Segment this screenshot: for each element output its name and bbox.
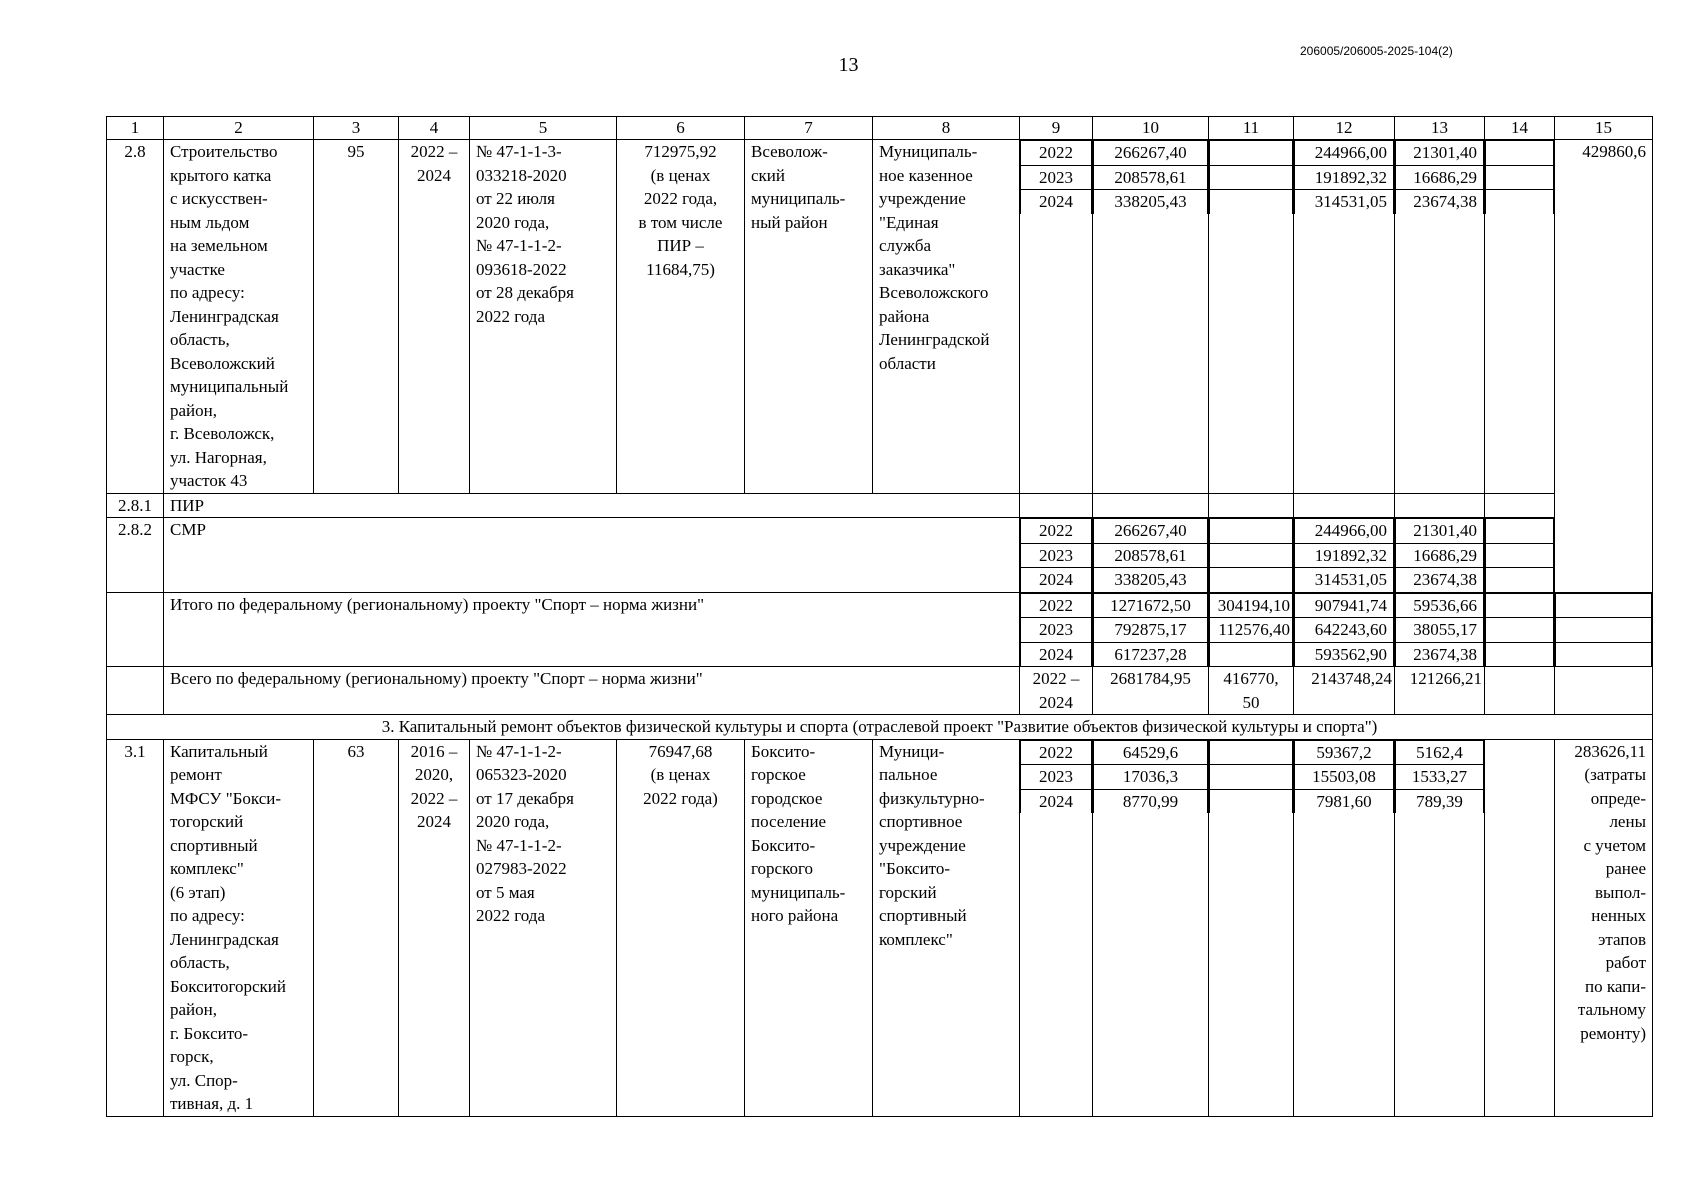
cell-municipality: Боксито- горское городское поселение Боксито- горского муниципаль- ного района (745, 739, 873, 1116)
cell-col15: 283626,11 (затраты опреде- лены с учетом ранее выпол- ненных этапов работ по капи- тальному ремонту) (1555, 739, 1653, 1116)
header-cell: 14 (1485, 117, 1555, 140)
cell-years: 2022 2023 2024 (1020, 518, 1093, 593)
cell-total: 2681784,95 (1093, 667, 1209, 715)
header-cell: 11 (1209, 117, 1294, 140)
cell-col3: 63 (314, 739, 399, 1116)
document-code: 206005/206005-2025-104(2) (1300, 44, 1453, 58)
row-number: 2.8.2 (107, 518, 164, 593)
header-cell: 4 (399, 117, 470, 140)
table-row-subtotal (107, 592, 1653, 667)
object-name: Строительство крытого катка с искусствен- ным льдом на земельном участке по адресу: Ленинградская область, Всеволожский муниципальный район, г. Всеволожск, ул. Нагорная, участок 43 (164, 140, 314, 494)
cell-local: 21301,40 16686,29 23674,38 (1395, 518, 1485, 593)
cell-federal (1209, 140, 1294, 494)
header-cell: 6 (617, 117, 745, 140)
cell-regional: 907941,74 642243,60 593562,90 (1294, 592, 1395, 667)
cell-years: 2022 2023 2024 (1020, 592, 1093, 667)
header-cell: 7 (745, 117, 873, 140)
cell-col14 (1485, 592, 1555, 667)
investment-table (106, 116, 1653, 1117)
header-cell: 10 (1093, 117, 1209, 140)
cell-federal (1209, 739, 1294, 1116)
cell-period: 2016 – 2020, 2022 – 2024 (399, 739, 470, 1116)
page-number: 13 (838, 54, 859, 76)
header-row (107, 117, 1653, 140)
table-row (107, 739, 1653, 1116)
cell-local: 59536,66 38055,17 23674,38 (1395, 592, 1485, 667)
cell-total: 64529,6 17036,3 8770,99 (1093, 739, 1209, 1116)
header-cell: 13 (1395, 117, 1485, 140)
cell-local: 121266,21 (1395, 667, 1485, 715)
cell-cost: 712975,92 (в ценах 2022 года, в том числе ПИР – 11684,75) (617, 140, 745, 494)
subtotal-label: Итого по федеральному (региональному) проекту "Спорт – норма жизни" (164, 592, 1020, 667)
row-label: СМР (164, 518, 1020, 593)
table-row (107, 493, 1653, 518)
row-label: ПИР (164, 493, 1020, 518)
cell-local: 5162,4 1533,27 789,39 (1395, 739, 1485, 1116)
cell-col15: 429860,6 (1555, 140, 1653, 593)
header-cell: 15 (1555, 117, 1653, 140)
cell-local: 21301,40 16686,29 23674,38 (1395, 140, 1485, 494)
cell-col3: 95 (314, 140, 399, 494)
table-row (107, 518, 1653, 593)
cell-cost: 76947,68 (в ценах 2022 года) (617, 739, 745, 1116)
header-cell: 3 (314, 117, 399, 140)
section-heading-row (107, 715, 1653, 740)
cell-col14 (1485, 739, 1555, 1116)
header-cell: 5 (470, 117, 617, 140)
total-label: Всего по федеральному (региональному) проекту "Спорт – норма жизни" (164, 667, 1020, 715)
cell-regional: 244966,00 191892,32 314531,05 (1294, 140, 1395, 494)
cell-total: 266267,40 208578,61 338205,43 (1093, 140, 1209, 494)
object-name: Капитальный ремонт МФСУ "Бокси- тогорский спортивный комплекс" (6 этап) по адресу: Ленинградская область, Бокситогорский район, г. Бокcито- горск, ул. Спор- тивная, д. 1 (164, 739, 314, 1116)
cell-total: 266267,40 208578,61 338205,43 (1093, 518, 1209, 593)
row-number: 2.8 (107, 140, 164, 494)
header-cell: 12 (1294, 117, 1395, 140)
cell-expertise: № 47-1-1-3- 033218-2020 от 22 июля 2020 года, № 47-1-1-2- 093618-2022 от 28 декабря 2022 года (470, 140, 617, 494)
cell-col14 (1485, 518, 1555, 593)
cell-col15 (1555, 592, 1653, 667)
cell-regional: 2143748,24 (1294, 667, 1395, 715)
cell-customer: Муници- пальное физкультурно- спортивное учреждение "Боксито- горский спортивный комплекс" (873, 739, 1020, 1116)
cell-years: 2022 2023 2024 (1020, 140, 1093, 494)
cell-customer: Муниципаль- ное казенное учреждение "Единая служба заказчика" Всеволожского района Ленинградской области (873, 140, 1020, 494)
header-cell: 8 (873, 117, 1020, 140)
cell-years: 2022 – 2024 (1020, 667, 1093, 715)
section-heading: 3. Капитальный ремонт объектов физической культуры и спорта (отраслевой проект "Развитие объектов физической культуры и спорта") (107, 715, 1653, 740)
cell-years: 2022 2023 2024 (1020, 739, 1093, 1116)
row-number: 2.8.1 (107, 493, 164, 518)
cell-period: 2022 – 2024 (399, 140, 470, 494)
cell-total: 1271672,50 792875,17 617237,28 (1093, 592, 1209, 667)
cell-regional: 244966,00 191892,32 314531,05 (1294, 518, 1395, 593)
cell-expertise: № 47-1-1-2- 065323-2020 от 17 декабря 2020 года, № 47-1-1-2- 027983-2022 от 5 мая 2022 года (470, 739, 617, 1116)
table-row-total (107, 667, 1653, 715)
header-cell: 2 (164, 117, 314, 140)
cell-federal: 304194,10 112576,40 (1209, 592, 1294, 667)
cell-regional: 59367,2 15503,08 7981,60 (1294, 739, 1395, 1116)
row-number: 3.1 (107, 739, 164, 1116)
header-cell: 9 (1020, 117, 1093, 140)
cell-col14 (1485, 140, 1555, 494)
table-row (107, 140, 1653, 494)
header-cell: 1 (107, 117, 164, 140)
cell-federal (1209, 518, 1294, 593)
cell-municipality: Всеволож- ский муниципаль- ный район (745, 140, 873, 494)
cell-federal: 416770, 50 (1209, 667, 1294, 715)
